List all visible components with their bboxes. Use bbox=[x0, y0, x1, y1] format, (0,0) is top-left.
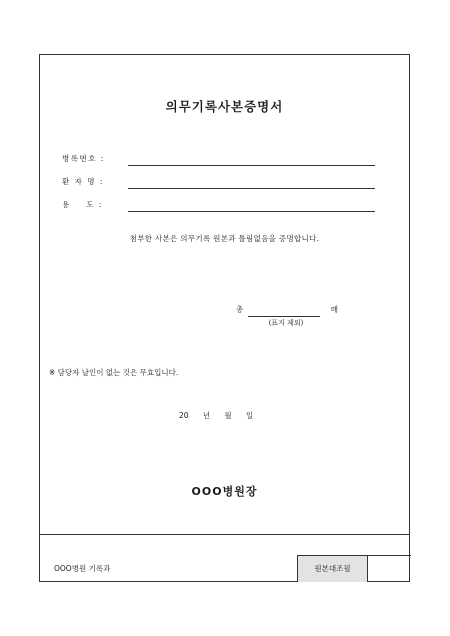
notice-text: ※ 담당자 날인이 없는 것은 무효입니다. bbox=[49, 368, 179, 377]
verification-stamp-box bbox=[297, 555, 411, 582]
patient-name-line[interactable] bbox=[128, 188, 375, 189]
certification-statement: 첨부한 사본은 의무기록 원본과 틀림없음을 증명합니다. bbox=[129, 234, 320, 243]
footer-department: OOO병원 기록과 bbox=[54, 564, 111, 573]
field-row-purpose bbox=[40, 199, 409, 215]
field-label-patient-name: 환 자 명 : bbox=[62, 177, 104, 186]
total-unit: 매 bbox=[330, 305, 338, 314]
field-row-patient-name bbox=[40, 176, 409, 192]
total-pages-line[interactable] bbox=[248, 316, 320, 317]
document-title: 의무기록사본증명서 bbox=[165, 99, 284, 114]
certificate-frame bbox=[39, 54, 410, 582]
field-label-record-number: 병록번호 : bbox=[62, 154, 105, 163]
field-label-purpose: 용 도 : bbox=[62, 200, 103, 209]
stamp-cell[interactable] bbox=[368, 556, 411, 582]
record-number-line[interactable] bbox=[128, 165, 375, 166]
total-pages-block bbox=[228, 302, 338, 332]
hospital-director-signature: OOO병원장 bbox=[191, 485, 258, 498]
field-row-record-number bbox=[40, 153, 409, 169]
stamp-label: 원본대조필 bbox=[298, 556, 368, 582]
total-prefix: 총 bbox=[236, 305, 244, 314]
footer-divider bbox=[40, 534, 409, 535]
total-note: (표지 제외) bbox=[268, 319, 304, 327]
purpose-line[interactable] bbox=[128, 211, 375, 212]
date-line: 20 년 월 일 bbox=[179, 411, 254, 420]
